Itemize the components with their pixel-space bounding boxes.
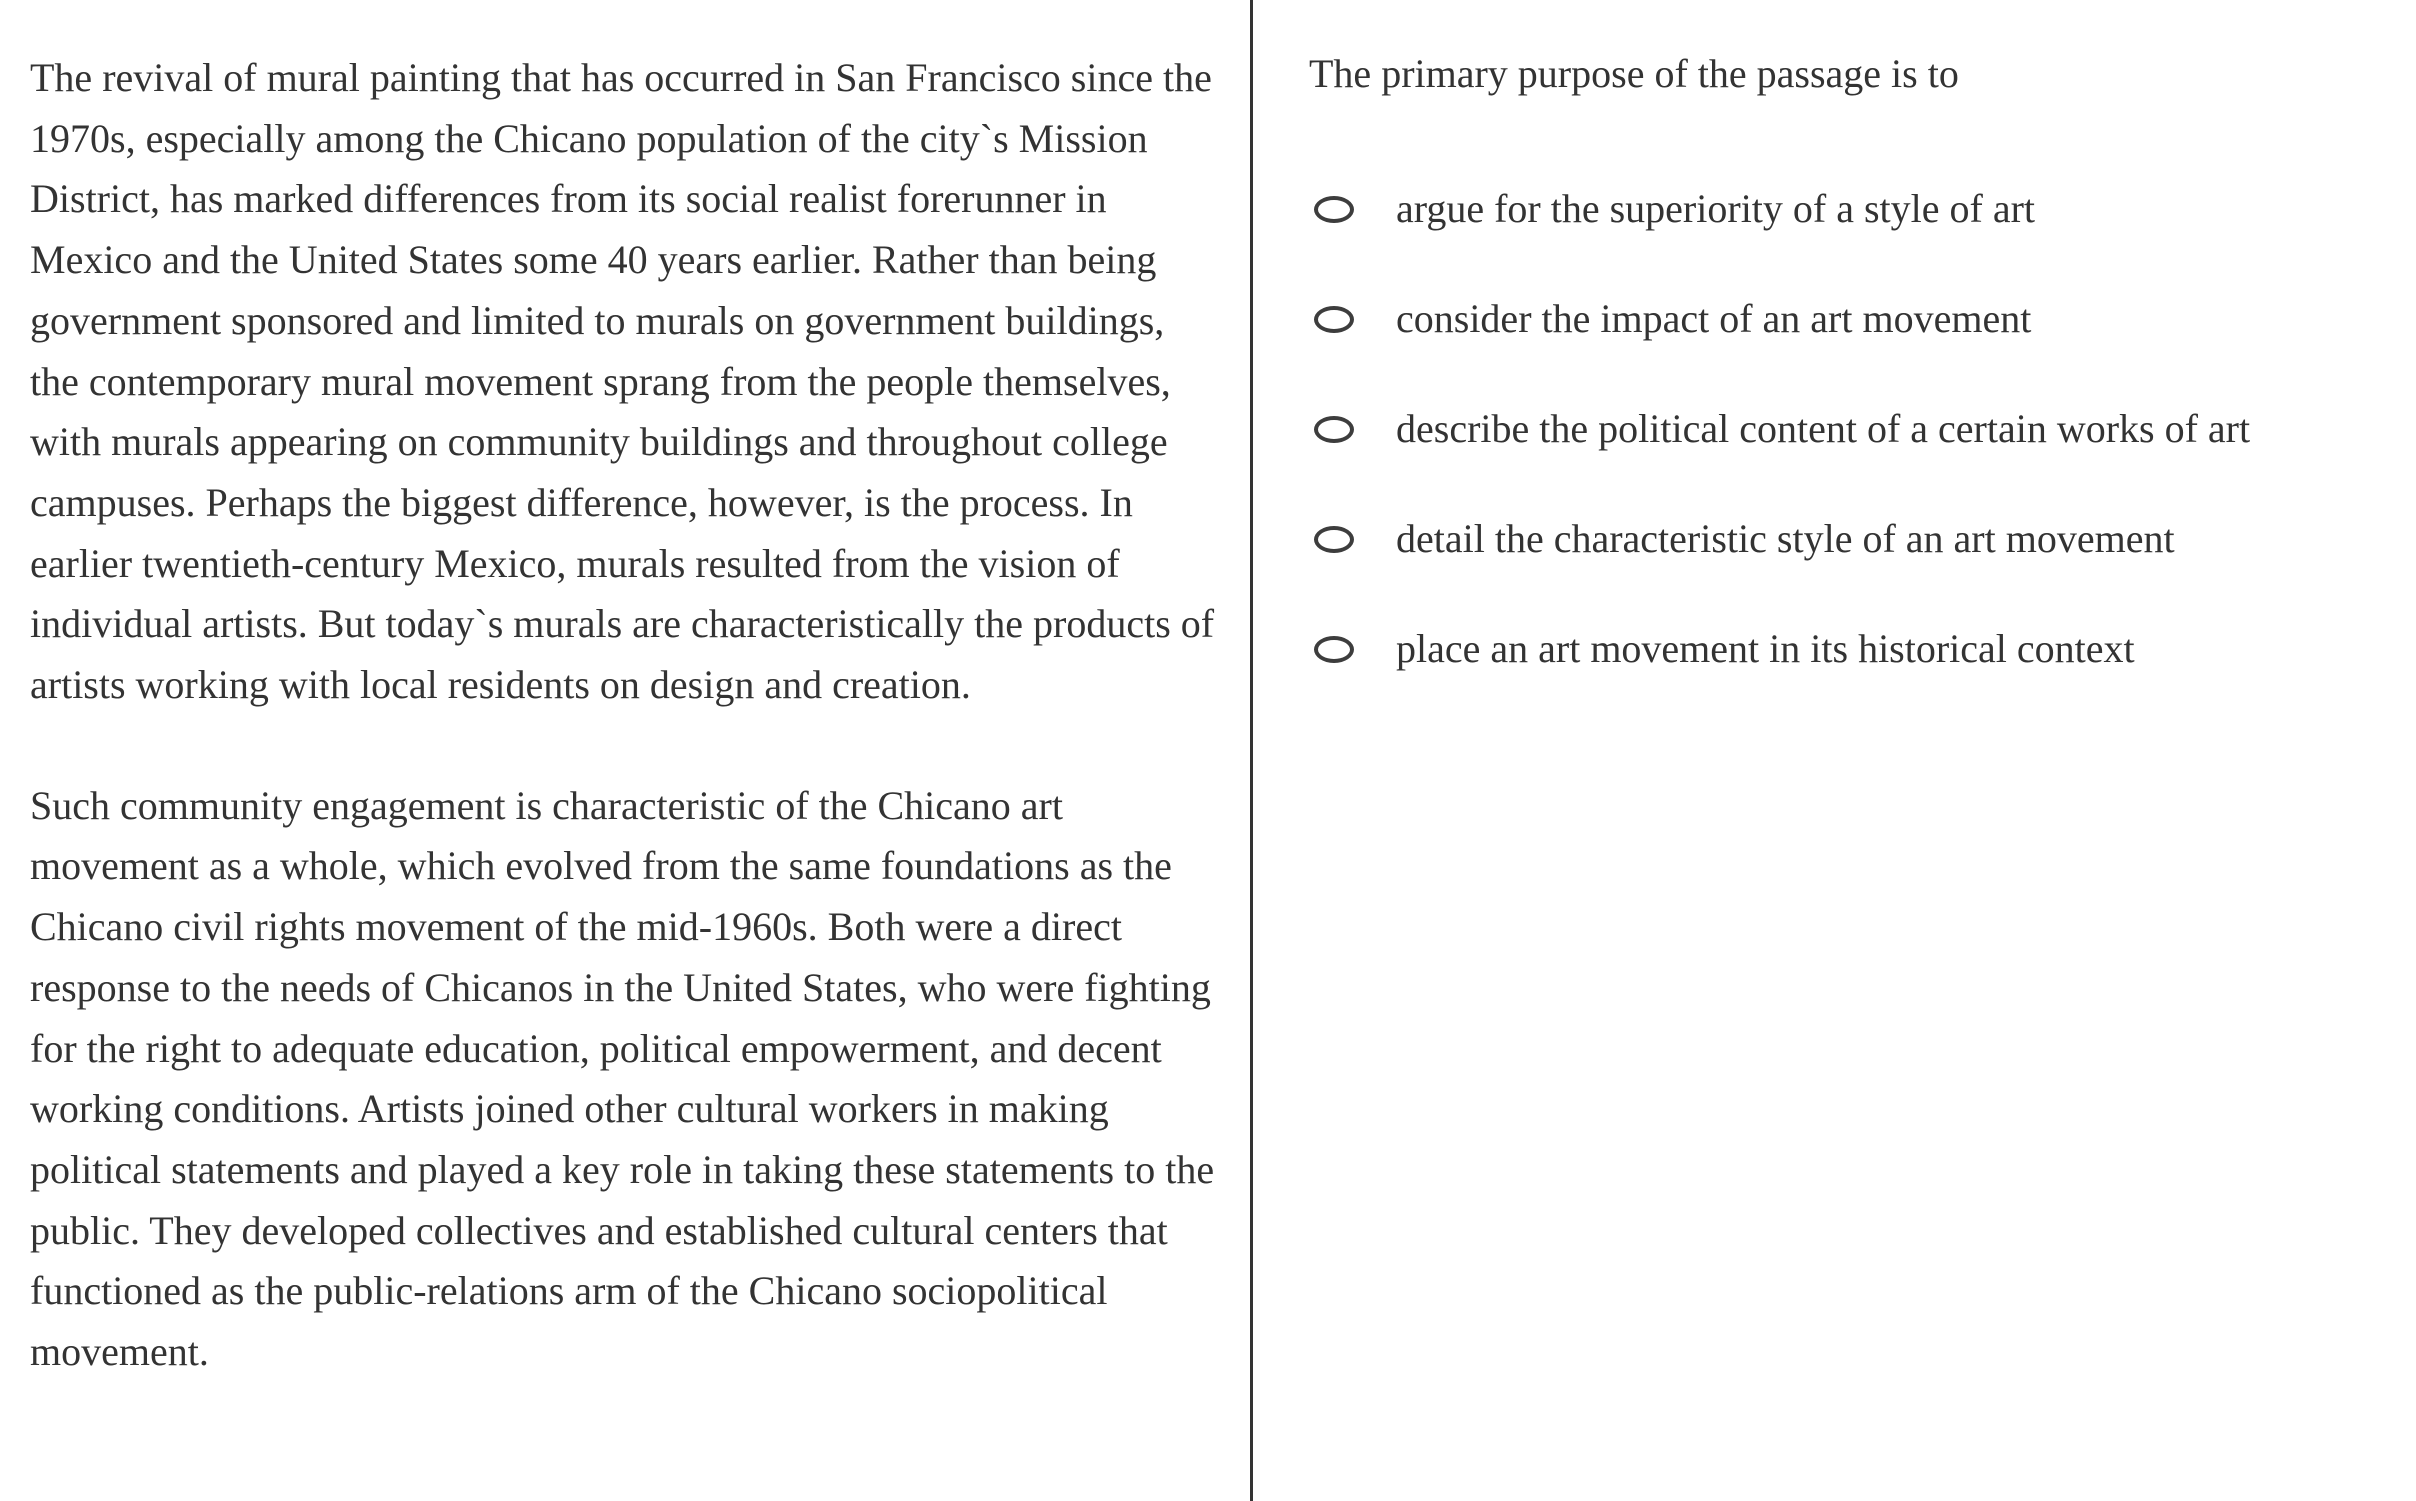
answer-choice-label[interactable]: detail the characteristic style of an art movement <box>1396 516 2175 561</box>
question-stem: The primary purpose of the passage is to <box>1309 51 1959 96</box>
answer-choice-label[interactable]: consider the impact of an art movement <box>1396 296 2032 341</box>
radio-button-icon[interactable] <box>1314 196 1354 223</box>
passage-paragraph-2: Such community engagement is characteristic of the Chicano art movement as a whole, which evolved from the same foundations as the Chicano civil rights movement of the mid-1960s. Both were a direct response to the needs of Chicanos in the United States, who were fighting for the right to adequate education, political empowerment, and decent working conditions. Artists joined other cultural workers in making political statements and played a key role in taking these statements to the public. They developed collectives and established cultural centers that functioned as the public-relations arm of the Chicano sociopolitical movement. <box>30 782 1215 1375</box>
answer-choice-d[interactable] <box>1309 484 2416 594</box>
answer-choice-b[interactable] <box>1309 264 2416 374</box>
answer-choice-c[interactable] <box>1309 374 2416 484</box>
passage-paragraph-1: The revival of mural painting that has occurred in San Francisco since the 1970s, especially among the Chicano population of the city`s Mission District, has marked differences from its social realist forerunner in Mexico and the United States some 40 years earlier. Rather than being government sponsored and limited to murals on government buildings, the contemporary mural movement sprang from the people themselves, with murals appearing on community buildings and throughout college campuses. Perhaps the biggest difference, however, is the process. In earlier twentieth-century Mexico, murals resulted from the vision of individual artists. But today`s murals are characteristically the products of artists working with local residents on design and creation. <box>30 55 1215 708</box>
answer-choice-label[interactable]: describe the political content of a certain works of art <box>1396 406 2251 451</box>
question-pane <box>1253 0 2416 1501</box>
answer-choice-label[interactable]: place an art movement in its historical context <box>1396 626 2135 671</box>
answer-choice-e[interactable] <box>1309 594 2416 704</box>
answer-choice-a[interactable] <box>1309 154 2416 264</box>
answer-choices <box>1309 154 2416 704</box>
radio-button-icon[interactable] <box>1314 416 1354 443</box>
radio-button-icon[interactable] <box>1314 526 1354 553</box>
answer-choice-label[interactable]: argue for the superiority of a style of art <box>1396 186 2036 231</box>
radio-button-icon[interactable] <box>1314 306 1354 333</box>
radio-button-icon[interactable] <box>1314 636 1354 663</box>
